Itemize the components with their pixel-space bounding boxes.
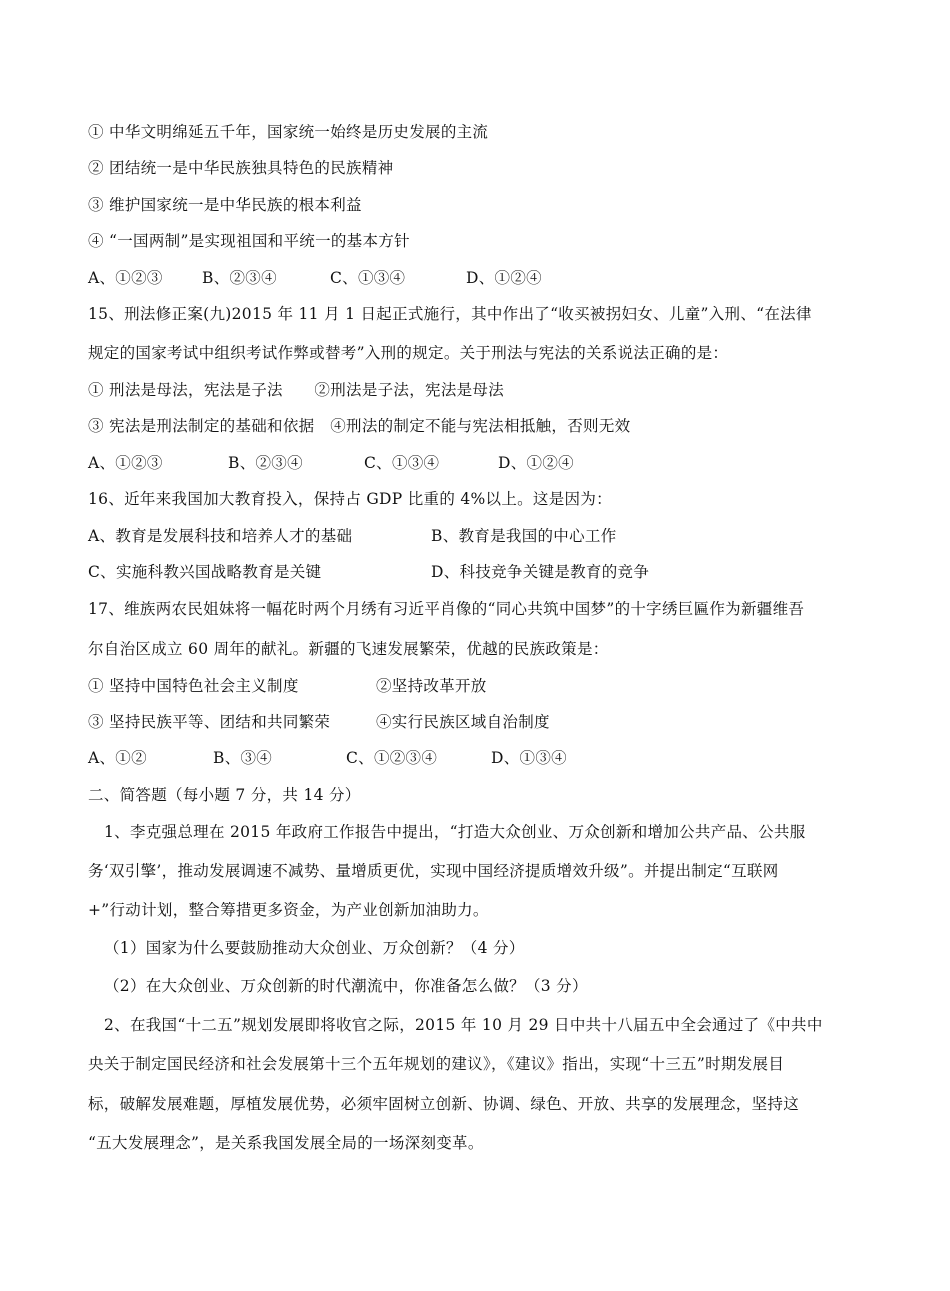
q14-choice-d: D、①②④ (466, 269, 542, 287)
q17-choice-a: A、①② (88, 749, 147, 767)
q15-choice-b: B、②③④ (228, 454, 303, 472)
q15-choice-c: C、①③④ (364, 454, 440, 472)
q14-choice-a: A、①②③ (88, 269, 163, 287)
section-2-heading: 二、简答题（每小题 7 分，共 14 分） (88, 786, 361, 804)
q16-choice-a: A、教育是发展科技和培养人才的基础 (88, 527, 353, 545)
section-2-q1-line-2: 务‘双引擎’，推动发展调速不减势、量增质更优，实现中国经济提质增效升级”。并提出制定“互联网 (88, 862, 779, 880)
q15-statements-1: ① 刑法是母法，宪法是子法 ②刑法是子法，宪法是母法 (88, 381, 505, 399)
q17-statement-4: ④实行民族区域自治制度 (376, 713, 550, 731)
q15-stem-line-1: 15、刑法修正案(九)2015 年 11 月 1 日起正式施行，其中作出了“收买被拐妇女、儿童”入刑、“在法律 (88, 305, 812, 323)
q17-statement-1: ① 坚持中国特色社会主义制度 (88, 677, 299, 695)
q16-choice-c: C、实施科教兴国战略教育是关键 (88, 563, 322, 581)
q17-statement-2: ②坚持改革开放 (376, 677, 487, 695)
section-2-q1-sub-2: （2）在大众创业、万众创新的时代潮流中，你准备怎么做？（3 分） (104, 977, 588, 995)
section-2-q1-sub-1: （1）国家为什么要鼓励推动大众创业、万众创新？（4 分） (104, 939, 525, 957)
q16-stem: 16、近年来我国加大教育投入，保持占 GDP 比重的 4%以上。这是因为： (88, 490, 612, 508)
q15-choice-a: A、①②③ (88, 454, 163, 472)
q17-statement-3: ③ 坚持民族平等、团结和共同繁荣 (88, 713, 331, 731)
q14-statement-1: ① 中华文明绵延五千年，国家统一始终是历史发展的主流 (88, 123, 489, 141)
q17-stem-line-1: 17、维族两农民姐妹将一幅花时两个月绣有习近平肖像的“同心共筑中国梦”的十字绣巨匾作为新疆维吾 (88, 600, 805, 618)
q14-choice-c: C、①③④ (330, 269, 406, 287)
q14-choice-b: B、②③④ (202, 269, 277, 287)
q16-choice-b: B、教育是我国的中心工作 (431, 527, 617, 545)
section-2-q2-line-2: 央关于制定国民经济和社会发展第十三个五年规划的建议》，《建议》指出，实现“十三五”时期发展目 (88, 1055, 785, 1073)
q17-stem-line-2: 尔自治区成立 60 周年的献礼。新疆的飞速发展繁荣，优越的民族政策是： (88, 640, 609, 658)
q17-choice-d: D、①③④ (491, 749, 567, 767)
q15-stem-line-2: 规定的国家考试中组织考试作弊或替考”入刑的规定。关于刑法与宪法的关系说法正确的是： (88, 344, 729, 362)
q17-choice-c: C、①②③④ (346, 749, 438, 767)
q17-choice-b: B、③④ (213, 749, 273, 767)
q14-statement-3: ③ 维护国家统一是中华民族的根本利益 (88, 196, 362, 214)
section-2-q2-line-4: “五大发展理念”，是关系我国发展全局的一场深刻变革。 (88, 1134, 484, 1152)
q15-statements-2: ③ 宪法是刑法制定的基础和依据 ④刑法的制定不能与宪法相抵触，否则无效 (88, 417, 631, 435)
section-2-q1-line-1: 1、李克强总理在 2015 年政府工作报告中提出，“打造大众创业、万众创新和增加公共产品、公共服 (104, 823, 806, 841)
q14-statement-4: ④ “一国两制”是实现祖国和平统一的基本方针 (88, 232, 410, 250)
q14-statement-2: ② 团结统一是中华民族独具特色的民族精神 (88, 159, 394, 177)
section-2-q2-line-1: 2、在我国“十二五”规划发展即将收官之际，2015 年 10 月 29 日中共十八届五中全会通过了《中共中 (104, 1016, 823, 1034)
q15-choice-d: D、①②④ (498, 454, 574, 472)
section-2-q1-line-3: +”行动计划，整合筹措更多资金，为产业创新加油助力。 (88, 901, 489, 919)
section-2-q2-line-3: 标，破解发展难题，厚植发展优势，必须牢固树立创新、协调、绿色、开放、共享的发展理念，坚持这 (88, 1095, 800, 1113)
q16-choice-d: D、科技竞争关键是教育的竞争 (431, 563, 650, 581)
